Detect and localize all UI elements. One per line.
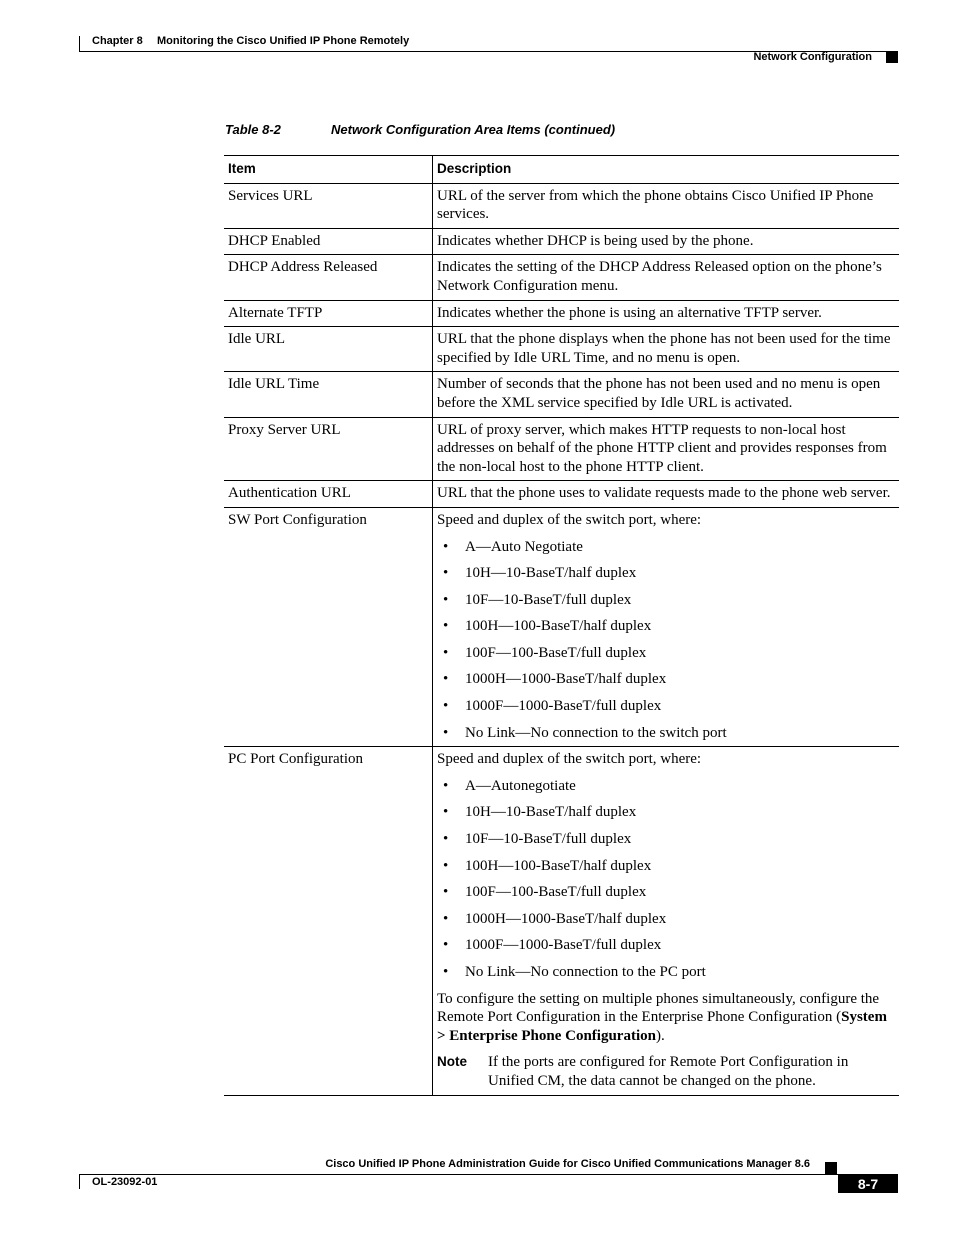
item-cell: DHCP Enabled: [224, 228, 433, 255]
note-text: If the ports are configured for Remote Port Configuration in Unified CM, the data cannot be changed on the phone.: [488, 1054, 849, 1089]
table-body: [224, 183, 899, 507]
column-header-item: Item: [224, 156, 433, 184]
description-cell: [433, 747, 900, 1095]
menu-path: System > Enterprise Phone Configuration: [437, 1009, 887, 1044]
list-item: • 100H—100-BaseT/half duplex: [437, 857, 895, 876]
header-marker-block: [886, 51, 898, 63]
table-header-row: [224, 156, 899, 184]
item-cell: DHCP Address Released: [224, 255, 433, 300]
footer-rule: [79, 1174, 898, 1175]
list-item: • 10F—10-BaseT/full duplex: [437, 591, 895, 610]
table-row-sw-port: [224, 507, 899, 746]
pc-port-options-list: [437, 777, 895, 982]
description-cell: URL of the server from which the phone obtains Cisco Unified IP Phone services.: [433, 183, 900, 228]
description-cell: URL of proxy server, which makes HTTP requests to non-local host addresses on behalf of the phone HTTP client and provides responses from the non-local host to the phone HTTP client.: [433, 417, 900, 481]
table-row: [224, 183, 899, 228]
section-title: Network Configuration: [753, 51, 872, 63]
description-cell: URL that the phone displays when the phone has not been used for the time specified by Idle URL Time, and no menu is open.: [433, 327, 900, 372]
item-cell: Alternate TFTP: [224, 300, 433, 327]
item-cell: Services URL: [224, 183, 433, 228]
guide-title: Cisco Unified IP Phone Administration Guide for Cisco Unified Communications Manager 8.6: [325, 1158, 810, 1170]
extra-text-after: ).: [655, 1027, 665, 1044]
note-block: [437, 1053, 895, 1090]
list-item: • 10F—10-BaseT/full duplex: [437, 830, 895, 849]
chapter-title: Monitoring the Cisco Unified IP Phone Remotely: [157, 35, 410, 47]
list-item: • 100H—100-BaseT/half duplex: [437, 617, 895, 636]
list-item: • 1000F—1000-BaseT/full duplex: [437, 697, 895, 716]
list-item: • A—Auto Negotiate: [437, 538, 895, 557]
item-cell: SW Port Configuration: [224, 507, 433, 746]
description-cell: Indicates the setting of the DHCP Address Released option on the phone’s Network Configuration menu.: [433, 255, 900, 300]
list-item: • 10H—10-BaseT/half duplex: [437, 803, 895, 822]
list-item: • 1000H—1000-BaseT/half duplex: [437, 670, 895, 689]
extra-text-before: To configure the setting on multiple phones simultaneously, configure the Remote Port Configuration in the Enterprise Phone Configuration (: [437, 990, 880, 1026]
pc-port-intro: Speed and duplex of the switch port, where:: [437, 751, 702, 768]
table-row: [224, 481, 899, 508]
note-label: Note: [437, 1054, 467, 1070]
table-caption-number: Table 8-2: [225, 122, 281, 137]
list-item: • 10H—10-BaseT/half duplex: [437, 564, 895, 583]
table-row-pc-port: [224, 747, 899, 1095]
document-number: OL-23092-01: [92, 1176, 158, 1188]
table-caption-title: Network Configuration Area Items (continued): [331, 122, 616, 137]
table-row: [224, 228, 899, 255]
item-cell: Idle URL: [224, 327, 433, 372]
list-item: • 1000F—1000-BaseT/full duplex: [437, 936, 895, 955]
table-row: [224, 372, 899, 417]
footer-left-bar: [79, 1174, 80, 1189]
item-cell: Proxy Server URL: [224, 417, 433, 481]
sw-port-intro: Speed and duplex of the switch port, where:: [437, 511, 702, 528]
table-row: [224, 417, 899, 481]
sw-port-options-list: [437, 538, 895, 743]
list-item: • No Link—No connection to the switch port: [437, 724, 895, 743]
description-cell: Number of seconds that the phone has not been used and no menu is open before the XML service specified by Idle URL is activated.: [433, 372, 900, 417]
description-cell: URL that the phone uses to validate requests made to the phone web server.: [433, 481, 900, 508]
table-row: [224, 300, 899, 327]
table-row: [224, 255, 899, 300]
description-cell: Indicates whether the phone is using an alternative TFTP server.: [433, 300, 900, 327]
list-item: • 1000H—1000-BaseT/half duplex: [437, 910, 895, 929]
table-caption: [225, 122, 615, 137]
table-row: [224, 327, 899, 372]
list-item: • 100F—100-BaseT/full duplex: [437, 644, 895, 663]
column-header-description: Description: [433, 156, 900, 184]
list-item: • A—Autonegotiate: [437, 777, 895, 796]
list-item: • No Link—No connection to the PC port: [437, 963, 895, 982]
pc-port-extra-paragraph: [437, 990, 895, 1046]
description-cell: [433, 507, 900, 746]
list-item: • 100F—100-BaseT/full duplex: [437, 883, 895, 902]
header-left-bar: [79, 36, 80, 51]
footer-marker-block: [825, 1162, 837, 1174]
description-cell: Indicates whether DHCP is being used by the phone.: [433, 228, 900, 255]
item-cell: Idle URL Time: [224, 372, 433, 417]
chapter-number: Chapter 8: [92, 35, 143, 47]
item-cell: PC Port Configuration: [224, 747, 433, 1095]
page-number: 8-7: [838, 1175, 898, 1193]
network-configuration-table: [224, 155, 899, 1096]
item-cell: Authentication URL: [224, 481, 433, 508]
